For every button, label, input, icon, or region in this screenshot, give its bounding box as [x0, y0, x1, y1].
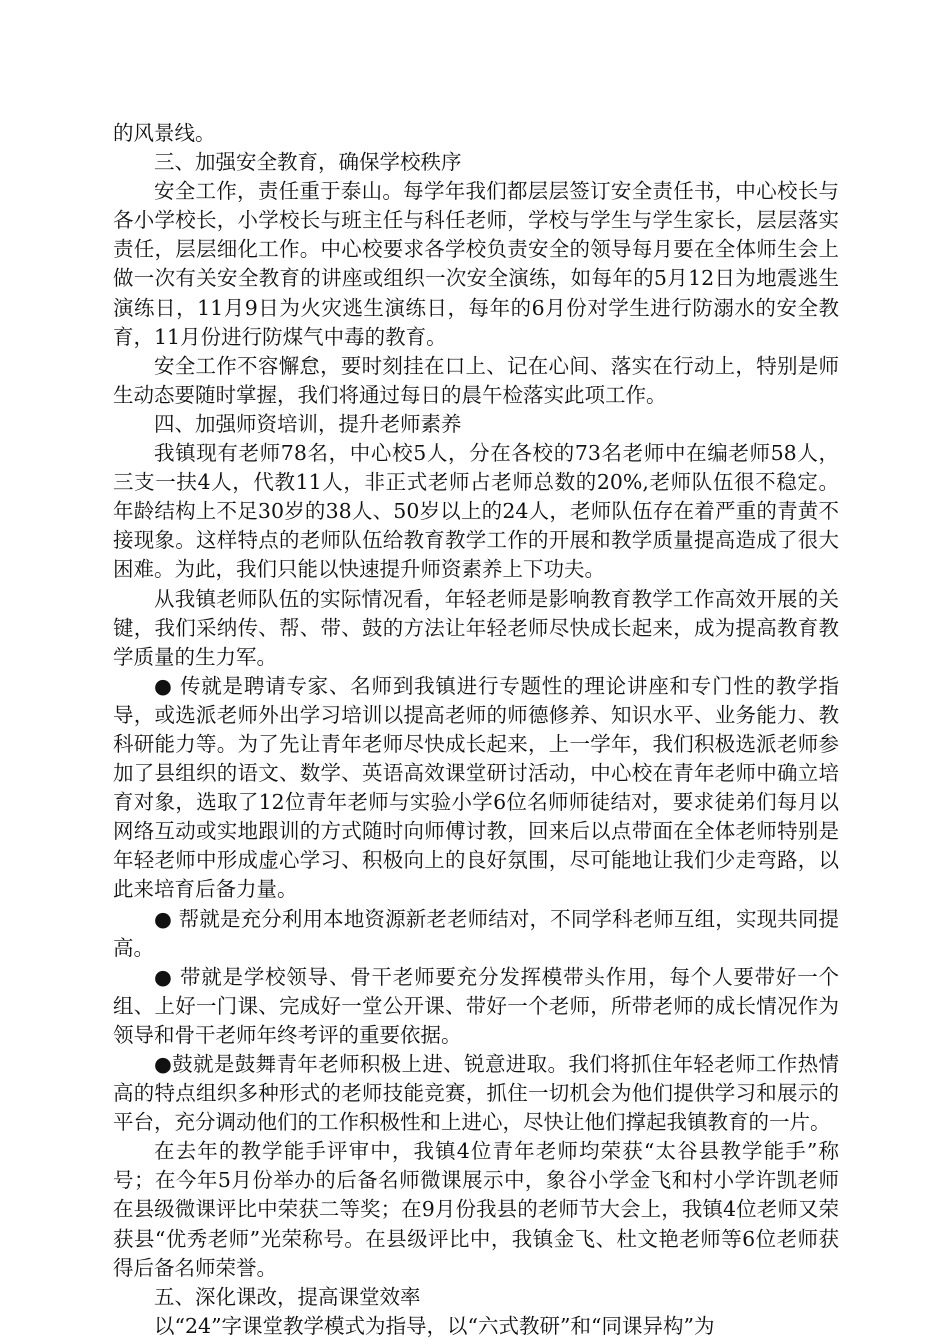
paragraph-safety-responsibility: 安全工作，责任重于泰山。每学年我们都层层签订安全责任书，中心校长与各小学校长，小学校长与班主任与科任老师，学校与学生与学生家长，层层落实责任，层层细化工作。中心校要求各学校负责安全的领导每月要在全体师生会上做一次有关安全教育的讲座或组织一次安全演练，如每年的5月12日为地震逃生演练日，11月9日为火灾逃生演练日，每年的6月份对学生进行防溺水的安全教育，11月份进行防煤气中毒的教育。: [113, 179, 839, 349]
bullet-item-gu: ●鼓就是鼓舞青年老师积极上进、锐意进取。我们将抓住年轻老师工作热情高的特点组织多种形式的老师技能竞赛，抓住一切机会为他们提供学习和展示的平台，充分调动他们的工作积极性和上进心，尽快让他们撑起我镇教育的一片。: [113, 1052, 839, 1135]
section-heading-safety: 三、加强安全教育，确保学校秩序: [154, 150, 462, 175]
paragraph-continued: 的风景线。: [113, 121, 216, 145]
paragraph-teacher-statistics: 我镇现有老师78名，中心校5人，分在各校的73名老师中在编老师58人，三支一扶4人，代教11人，非正式老师占老师总数的20%,老师队伍很不稳定。年龄结构上不足30岁的38人、50岁以上的24人，老师队伍存在着严重的青黄不接现象。这样特点的老师队伍给教育教学工作的开展和教学质量提高造成了很大困难。为此，我们只能以快速提升师资素养上下功夫。: [113, 441, 839, 582]
paragraph-safety-vigilance: 安全工作不容懈怠，要时刻挂在口上、记在心间、落实在行动上，特别是师生动态要随时掌握，我们将通过每日的晨午检落实此项工作。: [113, 353, 839, 407]
bullet-item-dai: ● 带就是学校领导、骨干老师要充分发挥模带头作用，每个人要带好一个组、上好一门课、完成好一堂公开课、带好一个老师，所带老师的成长情况作为领导和骨干老师年终考评的重要依据。: [113, 964, 839, 1047]
bullet-item-bang: ● 帮就是充分利用本地资源新老老师结对，不同学科老师互组，实现共同提高。: [113, 906, 839, 960]
section-heading-curriculum-reform: 五、深化课改，提高课堂效率: [154, 1284, 421, 1309]
paragraph-awards: 在去年的教学能手评审中，我镇4位青年老师均荣获“太谷县教学能手”称号；在今年5月份举办的后备名师微课展示中，象谷小学金飞和村小学许凯老师在县级微课评比中荣获二等奖；在9月份我县的老师节大会上，我镇4位老师又荣获县“优秀老师”光荣称号。在县级评比中，我镇金飞、杜文艳老师等6位老师获得后备名师荣誉。: [113, 1139, 839, 1280]
bullet-item-chuan: ● 传就是聘请专家、名师到我镇进行专题性的理论讲座和专门性的教学指导，或选派老师外出学习培训以提高老师的师德修养、知识水平、业务能力、教科研能力等。为了先让青年老师尽快成长起来，上一学年，我们积极选派老师参加了县组织的语文、数学、英语高效课堂研讨活动，中心校在青年老师中确立培育对象，选取了12位青年老师与实验小学6位名师师徒结对，要求徒弟们每月以网络互动或实地跟训的方式随时向师傅讨教，回来后以点带面在全体老师特别是年轻老师中形成虚心学习、积极向上的良好氛围，尽可能地让我们少走弯路，以此来培育后备力量。: [113, 673, 839, 902]
section-heading-teacher-training: 四、加强师资培训，提升老师素养: [154, 411, 462, 436]
document-body: [113, 119, 839, 1341]
paragraph-curriculum-reform: 以“24”字课堂教学模式为指导，以“六式教研”和“同课异构”为: [154, 1313, 715, 1338]
paragraph-teacher-method: 从我镇老师队伍的实际情况看，年轻老师是影响教育教学工作高效开展的关键，我们采纳传、帮、带、鼓的方法让年轻老师尽快成长起来，成为提高教育教学质量的生力军。: [113, 586, 839, 669]
